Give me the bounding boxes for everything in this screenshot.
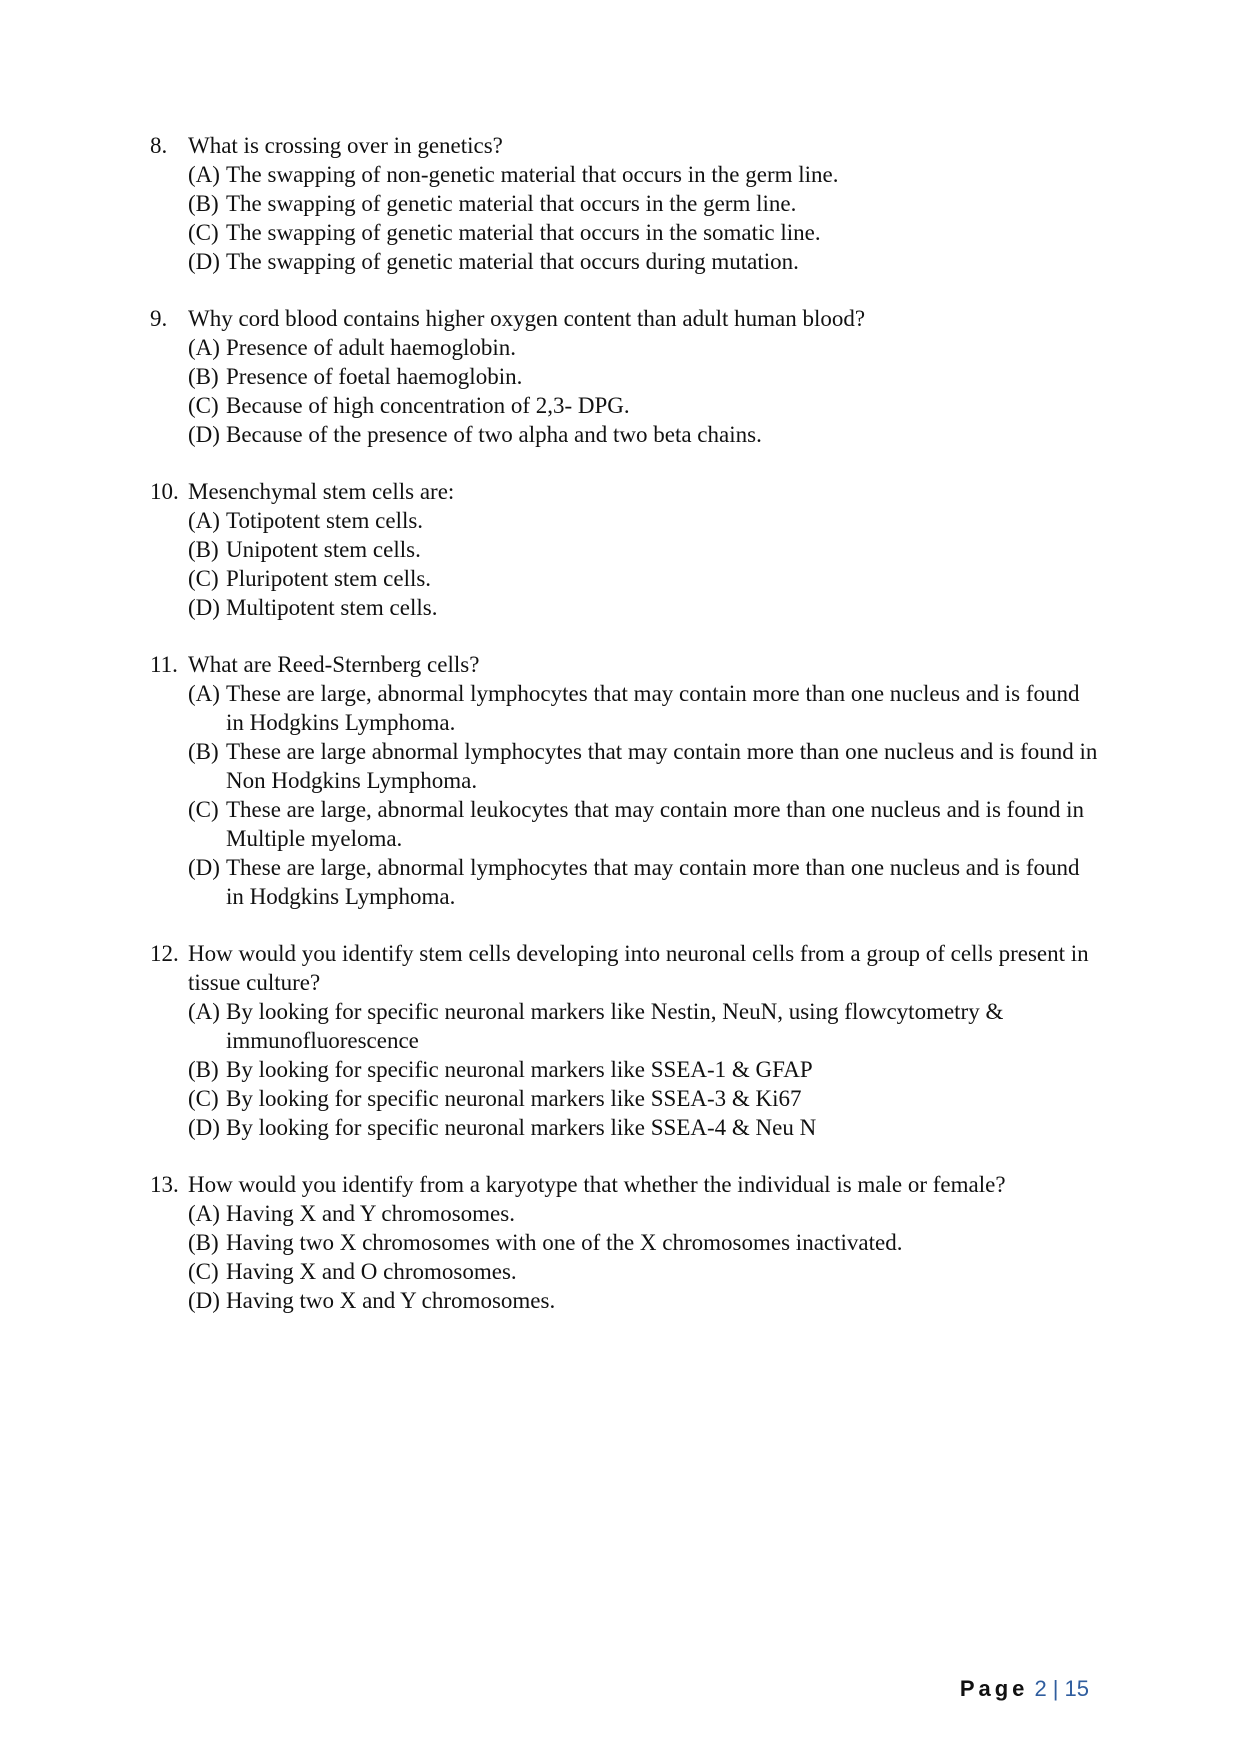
option-c (188, 564, 1100, 593)
option-letter: (D) (188, 1115, 220, 1140)
option-letter: (B) (188, 1057, 219, 1082)
option-c (188, 1257, 1100, 1286)
question-number: 11. (150, 652, 178, 677)
option-text: By looking for specific neuronal markers like SSEA-3 & Ki67 (226, 1086, 802, 1111)
option-c (188, 795, 1100, 853)
question-text: How would you identify from a karyotype that whether the individual is male or female? (188, 1172, 1006, 1197)
option-text: Presence of adult haemoglobin. (226, 335, 516, 360)
question-stem (150, 939, 1100, 997)
question-number: 12. (150, 941, 179, 966)
question-9 (150, 304, 1100, 449)
option-a (188, 333, 1100, 362)
option-list (188, 506, 1100, 622)
option-letter: (B) (188, 191, 219, 216)
option-text: These are large, abnormal lymphocytes that may contain more than one nucleus and is found in Hodgkins Lymphoma. (226, 855, 1080, 909)
option-letter: (D) (188, 422, 220, 447)
option-letter: (A) (188, 335, 220, 360)
option-text: Having X and O chromosomes. (226, 1259, 517, 1284)
option-text: By looking for specific neuronal markers like Nestin, NeuN, using flowcytometry & immunofluorescence (226, 999, 1004, 1053)
page-separator: | (1052, 1676, 1059, 1701)
option-letter: (C) (188, 1259, 219, 1284)
question-12 (150, 939, 1100, 1142)
page-footer (960, 1676, 1089, 1702)
question-11 (150, 650, 1100, 911)
option-letter: (C) (188, 220, 219, 245)
option-text: These are large, abnormal leukocytes that may contain more than one nucleus and is found in Multiple myeloma. (226, 797, 1084, 851)
option-text: Totipotent stem cells. (226, 508, 424, 533)
option-a (188, 997, 1100, 1055)
option-text: Because of high concentration of 2,3- DPG. (226, 393, 630, 418)
option-letter: (A) (188, 999, 220, 1024)
option-letter: (D) (188, 249, 220, 274)
option-text: These are large abnormal lymphocytes that may contain more than one nucleus and is found in Non Hodgkins Lymphoma. (226, 739, 1098, 793)
option-b (188, 737, 1100, 795)
option-text: The swapping of non-genetic material that occurs in the germ line. (226, 162, 839, 187)
option-b (188, 1055, 1100, 1084)
option-letter: (B) (188, 1230, 219, 1255)
option-letter: (C) (188, 1086, 219, 1111)
question-text: What are Reed-Sternberg cells? (188, 652, 480, 677)
option-b (188, 535, 1100, 564)
page-number: 2 (1034, 1676, 1047, 1701)
option-d (188, 1286, 1100, 1315)
option-b (188, 189, 1100, 218)
option-a (188, 160, 1100, 189)
question-text: Mesenchymal stem cells are: (188, 479, 455, 504)
question-text: What is crossing over in genetics? (188, 133, 503, 158)
option-text: Having two X chromosomes with one of the X chromosomes inactivated. (226, 1230, 903, 1255)
option-a (188, 506, 1100, 535)
option-c (188, 218, 1100, 247)
question-text: Why cord blood contains higher oxygen content than adult human blood? (188, 306, 866, 331)
option-text: The swapping of genetic material that occurs in the somatic line. (226, 220, 821, 245)
option-text: Pluripotent stem cells. (226, 566, 432, 591)
option-list (188, 679, 1100, 911)
total-pages: 15 (1064, 1676, 1089, 1701)
option-letter: (A) (188, 681, 220, 706)
option-a (188, 1199, 1100, 1228)
question-number: 13. (150, 1172, 179, 1197)
option-text: Having X and Y chromosomes. (226, 1201, 515, 1226)
option-text: Because of the presence of two alpha and two beta chains. (226, 422, 762, 447)
question-stem (150, 477, 1100, 506)
option-letter: (D) (188, 595, 220, 620)
option-letter: (D) (188, 1288, 220, 1313)
option-list (188, 997, 1100, 1142)
option-d (188, 593, 1100, 622)
option-d (188, 1113, 1100, 1142)
option-d (188, 853, 1100, 911)
option-letter: (A) (188, 1201, 220, 1226)
option-letter: (B) (188, 739, 219, 764)
question-text: How would you identify stem cells developing into neuronal cells from a group of cells present in tissue culture? (188, 941, 1089, 995)
option-list (188, 1199, 1100, 1315)
option-c (188, 391, 1100, 420)
option-text: The swapping of genetic material that occurs during mutation. (226, 249, 799, 274)
option-letter: (A) (188, 162, 220, 187)
option-text: These are large, abnormal lymphocytes that may contain more than one nucleus and is found in Hodgkins Lymphoma. (226, 681, 1080, 735)
question-stem (150, 304, 1100, 333)
option-b (188, 362, 1100, 391)
option-c (188, 1084, 1100, 1113)
option-text: Having two X and Y chromosomes. (226, 1288, 556, 1313)
option-letter: (A) (188, 508, 220, 533)
question-list (150, 131, 1100, 1343)
page-label: Page (959, 1676, 1029, 1701)
option-b (188, 1228, 1100, 1257)
option-d (188, 247, 1100, 276)
question-stem (150, 650, 1100, 679)
option-a (188, 679, 1100, 737)
option-list (188, 333, 1100, 449)
question-number: 10. (150, 479, 179, 504)
option-text: By looking for specific neuronal markers like SSEA-4 & Neu N (226, 1115, 817, 1140)
option-text: The swapping of genetic material that occurs in the germ line. (226, 191, 797, 216)
option-letter: (C) (188, 566, 219, 591)
option-text: Multipotent stem cells. (226, 595, 438, 620)
option-d (188, 420, 1100, 449)
option-list (188, 160, 1100, 276)
option-letter: (B) (188, 537, 219, 562)
option-text: Unipotent stem cells. (226, 537, 421, 562)
question-stem (150, 131, 1100, 160)
question-stem (150, 1170, 1100, 1199)
option-letter: (C) (188, 797, 219, 822)
option-text: By looking for specific neuronal markers like SSEA-1 & GFAP (226, 1057, 813, 1082)
option-letter: (C) (188, 393, 219, 418)
question-13 (150, 1170, 1100, 1315)
question-number: 8. (150, 133, 168, 158)
option-text: Presence of foetal haemoglobin. (226, 364, 523, 389)
question-8 (150, 131, 1100, 276)
option-letter: (B) (188, 364, 219, 389)
option-letter: (D) (188, 855, 220, 880)
question-10 (150, 477, 1100, 622)
question-number: 9. (150, 306, 168, 331)
